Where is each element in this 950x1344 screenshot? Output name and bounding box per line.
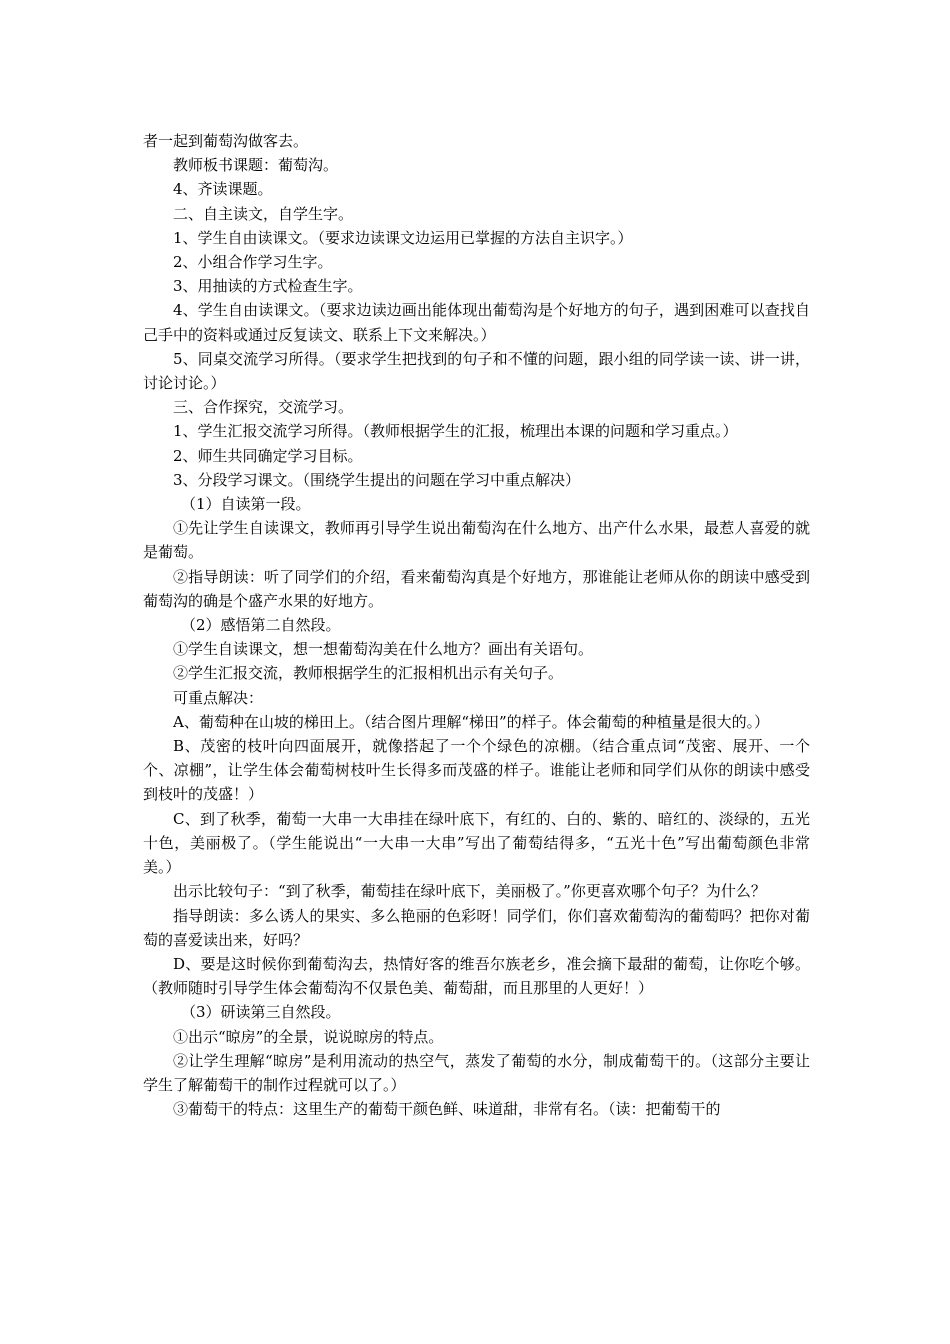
paragraph: ②学生汇报交流，教师根据学生的汇报相机出示有关句子。: [173, 664, 564, 683]
subsection-heading: （2）感悟第二自然段。: [181, 616, 341, 635]
subsection-heading: （3）研读第三自然段。: [181, 1003, 341, 1022]
subsection-heading: （1）自读第一段。: [181, 495, 311, 514]
section-heading: 三、合作探究，交流学习。: [173, 398, 354, 417]
paragraph: B、茂密的枝叶向四面展开，就像搭起了一个个绿色的凉棚。（结合重点词“茂密、展开、一个个、凉棚”，让学生体会葡萄树枝叶生长得多而茂盛的样子。谁能让老师和同学们从你的朗读中感受到枝叶的茂盛！）: [143, 737, 810, 804]
document-body: [143, 129, 810, 1121]
paragraph: ①出示“晾房”的全景，说说晾房的特点。: [173, 1027, 444, 1046]
paragraph: C、到了秋季，葡萄一大串一大串挂在绿叶底下，有红的、白的、紫的、暗红的、淡绿的，五光十色，美丽极了。（学生能说出“一大串一大串”写出了葡萄结得多，“五光十色”写出葡萄颜色非常美。）: [143, 809, 810, 877]
section-heading: 二、自主读文，自学生字。: [173, 204, 354, 223]
paragraph: 可重点解决：: [173, 688, 264, 707]
paragraph: D、要是这时候你到葡萄沟去，热情好客的维吾尔族老乡，准会摘下最甜的葡萄，让你吃个够。（教师随时引导学生体会葡萄沟不仅景色美、葡萄甜，而且那里的人更好！）: [143, 954, 810, 998]
paragraph: 指导朗读：多么诱人的果实、多么艳丽的色彩呀！同学们，你们喜欢葡萄沟的葡萄吗？把你对葡萄的喜爱读出来，好吗？: [143, 906, 810, 949]
paragraph: A、葡萄种在山坡的梯田上。（结合图片理解“梯田”的样子。体会葡萄的种植量是很大的。）: [173, 712, 770, 731]
paragraph: 者一起到葡萄沟做客去。: [143, 132, 309, 150]
paragraph: 4、齐读课题。: [173, 180, 273, 199]
paragraph: 5、同桌交流学习所得。（要求学生把找到的句子和不懂的问题，跟小组的同学读一读、讲一讲，讨论讨论。）: [143, 349, 810, 393]
paragraph: 出示比较句子：“到了秋季，葡萄挂在绿叶底下，美丽极了。”你更喜欢哪个句子？为什么？: [173, 882, 766, 901]
paragraph: ②指导朗读：听了同学们的介绍，看来葡萄沟真是个好地方，那谁能让老师从你的朗读中感受到葡萄沟的确是个盛产水果的好地方。: [143, 567, 810, 610]
paragraph: 3、分段学习课文。（围绕学生提出的问题在学习中重点解决）: [173, 470, 581, 489]
paragraph: 2、小组合作学习生字。: [173, 253, 333, 272]
paragraph: ①学生自读课文，想一想葡萄沟美在什么地方？画出有关语句。: [173, 640, 594, 659]
paragraph: 4、学生自由读课文。（要求边读边画出能体现出葡萄沟是个好地方的句子，遇到困难可以查找自己手中的资料或通过反复读文、联系上下文来解决。）: [143, 301, 810, 344]
paragraph: 1、学生汇报交流学习所得。（教师根据学生的汇报，梳理出本课的问题和学习重点。）: [173, 422, 738, 441]
paragraph: ①先让学生自读课文，教师再引导学生说出葡萄沟在什么地方、出产什么水果，最惹人喜爱的就是葡萄。: [143, 519, 810, 562]
paragraph: 2、师生共同确定学习目标。: [173, 446, 363, 465]
paragraph: 1、学生自由读课文。（要求边读课文边运用已掌握的方法自主识字。）: [173, 228, 633, 247]
paragraph: ③葡萄干的特点：这里生产的葡萄干颜色鲜、味道甜，非常有名。（读：把葡萄干的: [173, 1100, 721, 1119]
paragraph: 教师板书课题：葡萄沟。: [173, 156, 339, 175]
paragraph: ②让学生理解“晾房”是利用流动的热空气，蒸发了葡萄的水分，制成葡萄干的。（这部分主要让学生了解葡萄干的制作过程就可以了。）: [143, 1051, 810, 1094]
paragraph: 3、用抽读的方式检查生字。: [173, 277, 363, 296]
